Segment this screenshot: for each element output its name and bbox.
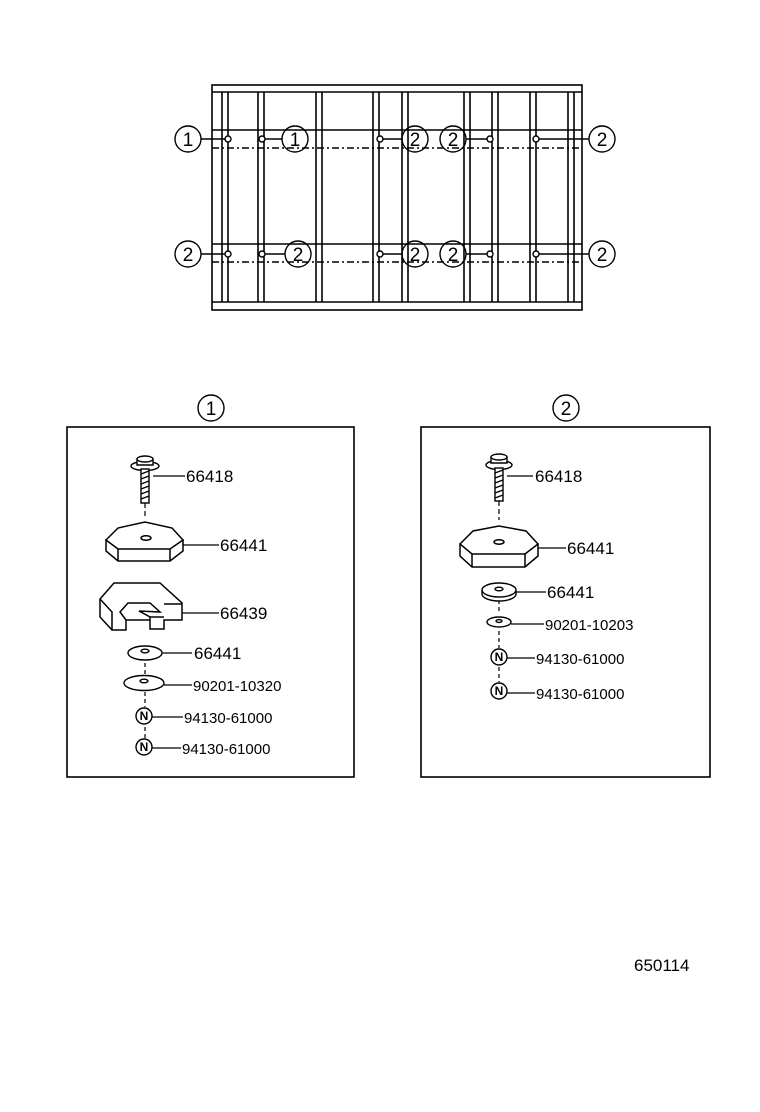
washer-icon [128,646,162,660]
frame-callouts-bottom [175,241,615,267]
washer-icon [482,583,516,601]
retainer-icon [100,583,182,630]
nut-symbol: N [494,684,504,698]
detail-2-marker: 2 [560,399,572,420]
nut-symbol: N [494,650,504,664]
nut-symbol: N [139,709,149,723]
bolt-icon [486,454,512,501]
callout-number: 2 [447,130,459,151]
part-number: 94130-61000 [184,710,273,727]
part-number: 66441 [220,536,268,555]
washer-icon [124,676,164,691]
detail-2 [421,395,710,777]
cushion-icon [460,526,538,567]
part-number: 94130-61000 [182,741,271,758]
frame-callout-numbers-bottom [183,245,608,266]
callout-number: 2 [409,130,421,151]
nut-symbol: N [139,740,149,754]
part-number: 66441 [547,583,595,602]
detail-1-marker: 1 [205,399,217,420]
detail-1 [67,395,354,777]
part-number: 90201-10203 [545,617,634,634]
frame-cross-members [222,92,574,302]
bolt-icon [131,456,159,503]
part-number: 66439 [220,604,268,623]
cushion-icon [106,522,183,561]
callout-number: 2 [182,245,194,266]
callout-number: 2 [596,245,608,266]
frame-overview [212,85,582,310]
callout-number: 2 [409,245,421,266]
washer-icon [487,617,511,627]
part-number: 94130-61000 [536,686,625,703]
callout-number: 1 [289,130,301,151]
callout-number: 1 [182,130,194,151]
part-number: 66441 [194,644,242,663]
part-number: 66418 [186,467,234,486]
frame-outer-rail [212,85,582,310]
callout-number: 2 [596,130,608,151]
part-number: 66418 [535,467,583,486]
figure-number: 650114 [634,956,690,975]
part-number: 94130-61000 [536,651,625,668]
callout-number: 2 [292,245,304,266]
part-number: 90201-10320 [193,678,282,695]
callout-number: 2 [447,245,459,266]
frame-long-members [212,130,582,262]
part-number: 66441 [567,539,615,558]
